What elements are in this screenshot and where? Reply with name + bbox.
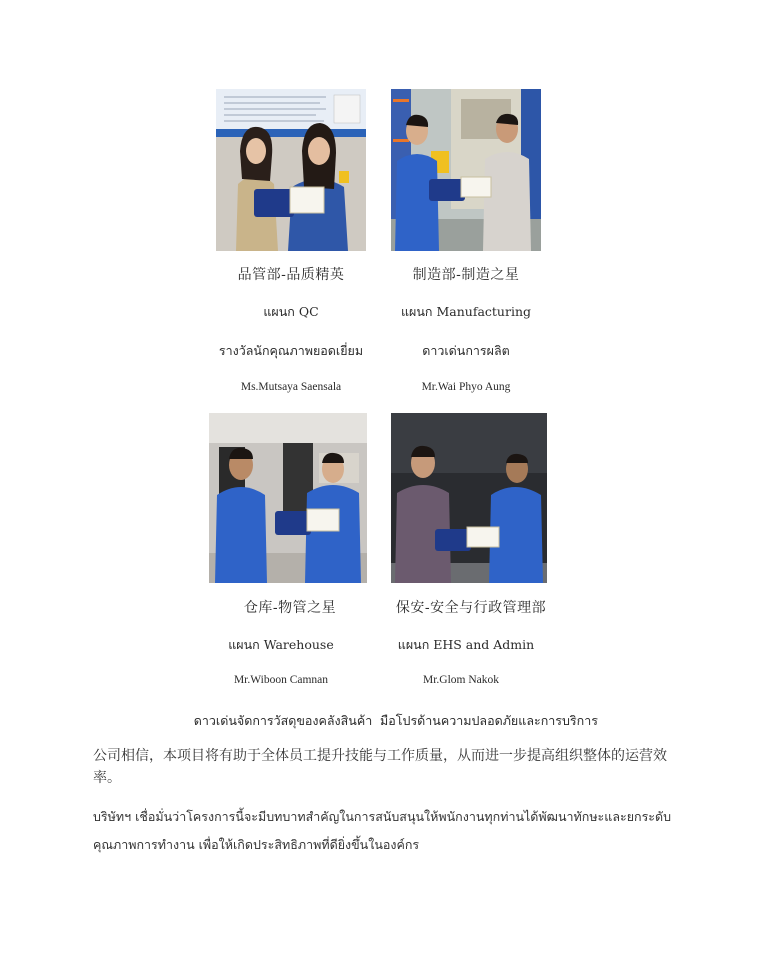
award-cn-title-warehouse: 仓库-物管之星 bbox=[243, 600, 337, 616]
award-cn-title-manufacturing: 制造部-制造之星 bbox=[412, 267, 520, 283]
closing-paragraph-thai: บริษัทฯ เชื่อมั่นว่าโครงการนี้จะมีบทบาทสำคัญในการสนับสนุนให้พนักงานทุกท่านได้พัฒนาทักษะและยกระดับคุณภาพการทำงาน เพื่อให้เกิดประสิทธิภาพที่ดียิ่งขึ้นในองค์กร bbox=[93, 809, 672, 852]
closing-paragraph-chinese: 公司相信，本项目将有助于全体员工提升技能与工作质量，从而进一步提高组织整体的运营效率。 bbox=[93, 748, 667, 786]
award-dept-ehs: แผนก EHS and Admin bbox=[397, 637, 535, 652]
award-photo-qc bbox=[216, 89, 366, 251]
award-name-manufacturing: Mr.Wai Phyo Aung bbox=[421, 381, 511, 393]
award-name-warehouse: Mr.Wiboon Camnan bbox=[233, 674, 329, 686]
award-photo-ehs bbox=[391, 413, 547, 583]
award-name-ehs: Mr.Glom Nakok bbox=[422, 674, 500, 686]
award-dept-qc: แผนก QC bbox=[263, 304, 319, 319]
award-dept-manufacturing: แผนก Manufacturing bbox=[401, 304, 531, 319]
award-photo-warehouse bbox=[209, 413, 367, 583]
award-name-qc: Ms.Mutsaya Saensala bbox=[240, 381, 342, 393]
award-dept-warehouse: แผนก Warehouse bbox=[228, 637, 334, 652]
award-photo-manufacturing bbox=[391, 89, 541, 251]
award-thai-title-ehs: มือโปรด้านความปลอดภัยและการบริการ bbox=[380, 713, 598, 728]
award-thai-title-qc: รางวัลนักคุณภาพยอดเยี่ยม bbox=[218, 343, 364, 358]
award-thai-title-manufacturing: ดาวเด่นการผลิต bbox=[422, 343, 510, 358]
award-thai-title-warehouse: ดาวเด่นจัดการวัสดุของคลังสินค้า bbox=[193, 713, 373, 728]
award-cn-title-qc: 品管部-品质精英 bbox=[237, 267, 345, 283]
award-cn-title-ehs: 保安-安全与行政管理部 bbox=[395, 600, 547, 616]
